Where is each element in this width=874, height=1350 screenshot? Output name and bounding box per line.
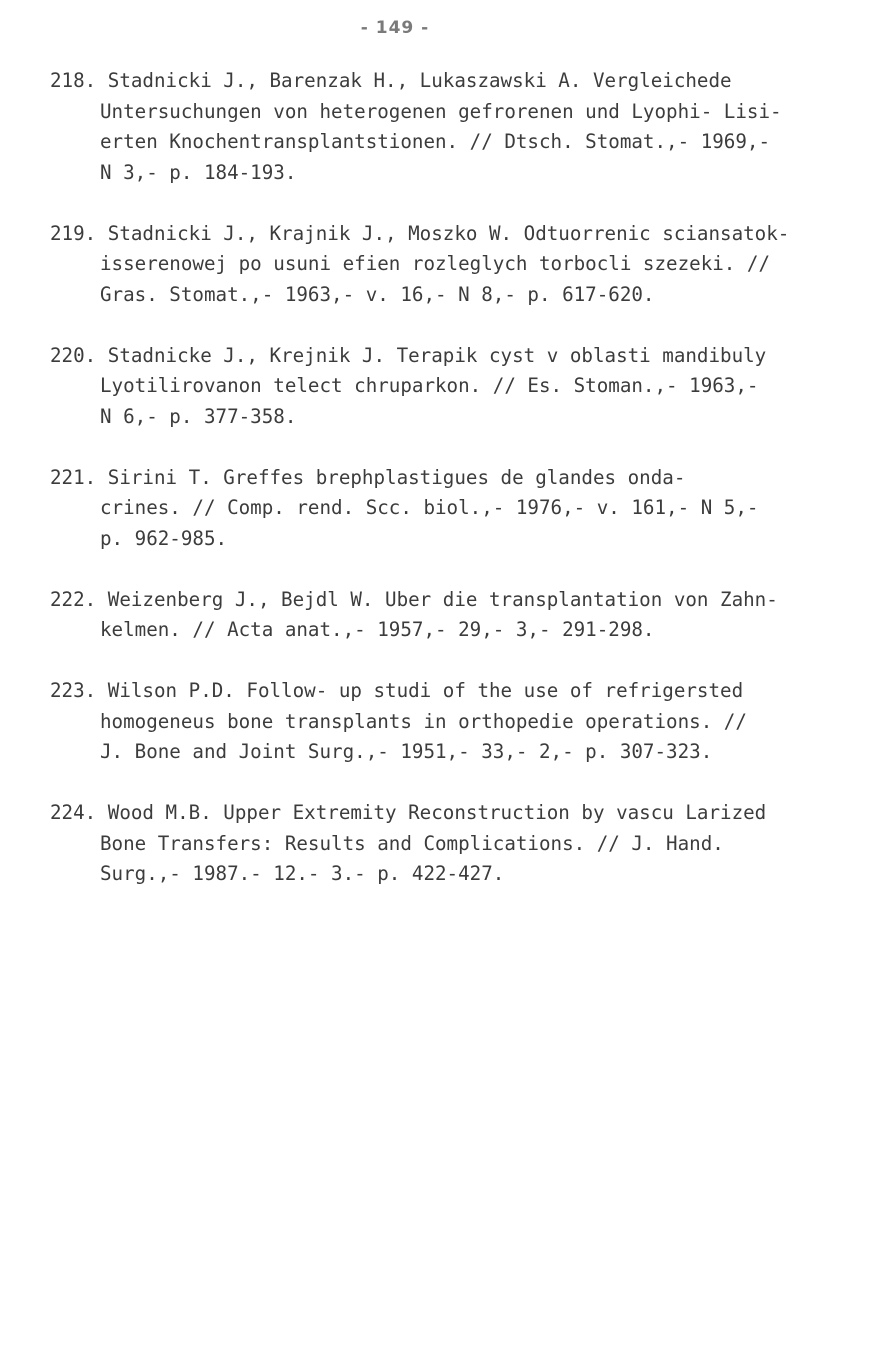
reference-line: erten Knochentransplantstionen. // Dtsch. Stomat.,- 1969,- (100, 130, 771, 153)
reference-text (50, 585, 778, 646)
reference-line (50, 219, 789, 250)
reference-number: 222. (50, 587, 97, 611)
reference-number: 223. (50, 679, 97, 702)
reference-entry (50, 463, 840, 555)
reference-line-text: Stadnicki J., Barenzak H., Lukaszawski A. Vergleichede (107, 69, 732, 92)
reference-line-text: Stadnicki J., Krajnik J., Moszko W. Odtuorrenic sciansatok- (107, 221, 790, 245)
reference-entry (50, 219, 840, 311)
reference-line: isserenowej po usuni efien rozleglych torbocli szezeki. // (100, 252, 771, 275)
reference-line-text: Sirini T. Greffes brephplastigues de glandes onda- (107, 465, 686, 489)
reference-line: p. 962-985. (100, 526, 228, 550)
reference-line: Gras. Stomat.,- 1963,- v. 16,- N 8,- p. 617-620. (100, 282, 655, 306)
reference-entry (50, 341, 840, 433)
reference-entry (50, 798, 840, 890)
page-number: - 149 - (360, 18, 430, 38)
reference-entry (50, 585, 840, 646)
reference-line (50, 66, 782, 97)
reference-line (50, 798, 766, 829)
reference-line: Surg.,- 1987.- 12.- 3.- p. 422-427. (100, 862, 505, 885)
reference-line (50, 463, 758, 494)
reference-number: 219. (50, 221, 97, 245)
reference-text (50, 798, 766, 890)
reference-entry (50, 676, 840, 768)
reference-line-text: Wood M.B. Upper Extremity Reconstruction by vascu Larized (107, 801, 767, 824)
reference-line: Bone Transfers: Results and Complications. // J. Hand. (100, 831, 724, 855)
reference-text (50, 676, 747, 768)
reference-line (50, 585, 778, 616)
reference-line-text: Stadnicke J., Krejnik J. Terapik cyst v oblasti mandibuly (107, 343, 767, 367)
reference-line (50, 341, 766, 372)
reference-line: Lyotilirovanon telect chruparkon. // Es. Stoman.,- 1963,- (100, 374, 759, 397)
reference-line-text: Wilson P.D. Follow- up studi of the use of refrigersted (107, 679, 744, 702)
reference-text (50, 219, 789, 311)
reference-number: 224. (50, 801, 97, 824)
reference-line: kelmen. // Acta anat.,- 1957,- 29,- 3,- 291-298. (100, 618, 655, 641)
reference-list (50, 66, 840, 920)
reference-number: 218. (50, 69, 97, 92)
reference-text (50, 463, 758, 555)
reference-line: Untersuchungen von heterogenen gefrorenen und Lyophi- Lisi- (100, 99, 782, 123)
reference-text (50, 341, 766, 433)
reference-entry (50, 66, 840, 188)
reference-line: crines. // Comp. rend. Scc. biol.,- 1976,- v. 161,- N 5,- (100, 496, 759, 519)
reference-number: 221. (50, 465, 97, 489)
reference-line: N 3,- p. 184-193. (100, 160, 297, 184)
reference-text (50, 66, 782, 188)
reference-number: 220. (50, 343, 97, 367)
reference-line: J. Bone and Joint Surg.,- 1951,- 33,- 2,- p. 307-323. (100, 740, 713, 763)
reference-line: N 6,- p. 377-358. (100, 404, 297, 428)
reference-line-text: Weizenberg J., Bejdl W. Uber die transplantation von Zahn- (107, 587, 778, 611)
reference-line: homogeneus bone transplants in orthopedie operations. // (100, 709, 747, 733)
reference-line (50, 676, 747, 707)
